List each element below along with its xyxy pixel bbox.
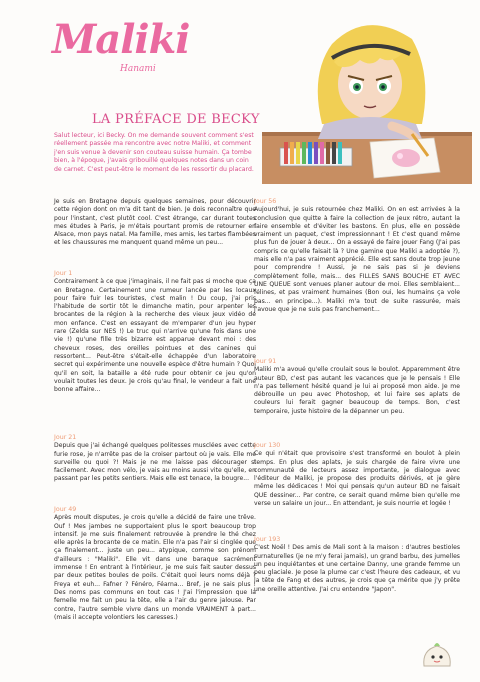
right-block-1 xyxy=(254,358,460,416)
right-block-2 xyxy=(254,442,460,508)
page-title: LA PRÉFACE DE BECKY xyxy=(92,112,260,127)
block-text: Après moult disputes, je crois qu'elle a décidé de faire une trêve. Ouf ! Mes jambes ne supportaient plus le sport beaucoup trop intensif. Je me suis finalement retrouvée à prendre le thé chez elle après la brocante de ce matin. Elle n'a pas l'air si cinglée que ça finalement... juste un peu... atypique, comme son prénom d'ailleurs : "Maliki". Elle vit dans une baraque sacrément immense ! En entrant à l'intérieur, je me suis fait sauter dessus par deux petites boules de poils. C'était quoi leurs noms déjà ? Freya et euh... Fafner ? Fénéro, Féarna... Bref, je ne sais plus ! Des noms pas communs en tout cas ! J'ai l'impression que la femelle me fait un peu la tête, elle a l'air du genre jalouse. Par contre, l'autre semble vivre dans un monde VRAIMENT à part... (mais il accepte volontiers les caresses.) xyxy=(54,514,256,621)
left-block-1 xyxy=(54,270,256,394)
block-text: C'est Noël ! Des amis de Mali sont à la maison : d'autres bestioles surnaturelles (je ne m'y ferai jamais), un grand barbu, des jumelles un peu inquiétantes et une certaine Danny, une grande femme un peu glaciale. Je pose la plume car c'est l'heure des cadeaux, et vu la tête de Fang et des autres, je crois que ça mérite que j'y prête une oreille attentive. J'ai cru entendre "Japon". xyxy=(254,544,460,593)
maliki-logo xyxy=(52,16,202,86)
mascot-icon xyxy=(420,640,454,670)
logo-subtitle: Hanami xyxy=(120,64,156,74)
block-text: Maliki m'a avoué qu'elle croulait sous le boulot. Apparemment être auteur BD, c'est pas autant les vacances que je le pensais ! Elle n'a pas tellement hésité quand je lui ai proposé mon aide. Je me débrouille un peu avec Photoshop, et lui faire ses aplats de couleurs lui ferait gagner beaucoup de temps. Bon, c'est temporaire, juste histoire de la dépanner un peu. xyxy=(254,366,460,415)
day-heading: Jour 1 xyxy=(54,270,73,277)
right-block-0 xyxy=(254,198,460,314)
becky-illustration xyxy=(262,14,472,184)
left-block-3 xyxy=(54,506,256,622)
day-heading: Jour 91 xyxy=(254,358,277,365)
block-text: Je suis en Bretagne depuis quelques semaines, pour découvrir cette région dont on m'a dit tant de bien. Je dois reconnaître que pour l'instant, c'est plutôt cool. C'est étrange, car durant toutes mes études à Paris, je m'étais pourtant promis de retourner en Alsace, mon pays natal. Ma famille, mes amis, les tartes flambées et les chaussures me manquent quand même un peu... xyxy=(54,198,256,247)
left-block-0 xyxy=(54,198,256,248)
day-heading: Jour 49 xyxy=(54,506,77,513)
day-heading: Jour 193 xyxy=(254,536,281,543)
left-block-2 xyxy=(54,434,256,484)
block-text: Contrairement à ce que j'imaginais, il ne fait pas si moche que ça en Bretagne. Certainement une rumeur lancée par les locaux pour faire fuir les touristes, c'est malin ! Du coup, j'ai pris l'habitude de sortir tôt le dimanche matin, pour arpenter les brocantes de la région à la recherche des vieux jeux vidéo de mon enfance. C'est en essayant de m'emparer d'un jeu hyper rare (Zelda sur NES !) Le truc qui n'arrive qu'une fois dans une vie !) qu'une fille très bizarre est apparue devant moi : des cheveux roses, des oreilles pointues et des canines qui ressortent... Peut-être s'était-elle échappée d'un laboratoire secret qui expérimente une nouvelle espèce d'être humain ? Quoi qu'il en soit, la bataille a été rude pour obtenir ce jeu qu'on voulait toutes les deux. Je crois qu'au final, le vendeur a fait une bonne affaire... xyxy=(54,278,256,394)
block-text: Ce qui n'était que provisoire s'est transformé en boulot à plein temps. En plus des aplats, je suis chargée de faire vivre une communauté de lecteurs assez importante, je dialogue avec l'éditeur de Maliki, je propose des produits dérivés, et je gère même les dédicaces ! Moi qui pensais qu'un auteur BD ne faisait QUE dessiner... Par contre, ce serait quand même bien qu'elle me verse un salaire un jour... En attendant, je suis nourrie et logée ! xyxy=(254,450,460,508)
logo-title: Maliki xyxy=(52,16,190,63)
block-text: Aujourd'hui, je suis retournée chez Maliki. On en est arrivées à la conclusion que quitte à faire la collection de jeux rétro, autant la faire ensemble et d'éviter les bastons. En plus, elle en possède vraiment un paquet, c'est impressionnant ! Et c'est quand même plus fun de jouer à deux... On a essayé de faire jouer Fang (J'ai pas compris ce qu'elle faisait là ? Une gamine que Maliki a adoptée ?), mais elle n'a pas vraiment apprécié. Elle est sans doute trop jeune pour comprendre ! Aussi, je ne sais pas si je deviens complètement folle, mais... des FILLES SANS BOUCHE ET AVEC UNE QUEUE sont venues planer autour de moi. Elles semblaient... félines, et pas vraiment humaines (Bon oui, les humains ça vole pas... en principe...). Maliki m'a tout de suite rassurée, mais j'avoue que je ne suis pas franchement... xyxy=(254,206,460,313)
day-heading: Jour 21 xyxy=(54,434,77,441)
day-heading: Jour 130 xyxy=(254,442,281,449)
intro-paragraph: Salut lecteur, ici Becky. On me demande souvent comment s'est réellement passée ma rencontre avec notre Maliki, et comment j'en suis venue à devenir son couteau suisse humain. Ça tombe bien, à l'époque, j'avais gribouillé quelques notes dans un coin de carnet. C'est peut-être le moment de les ressortir du placard. xyxy=(54,132,254,173)
day-heading: Jour 56 xyxy=(254,198,277,205)
right-block-3 xyxy=(254,536,460,594)
block-text: Depuis que j'ai échangé quelques politesses musclées avec cette furie rose, je n'arrête pas de la croiser partout où je vais. Elle me surveille ou quoi ?! Mais je ne me laisse pas décourager si facilement. Avec mon vélo, je vais au moins aussi vite qu'elle, en passant par les petits sentiers. Mais elle est tenace, la bougre... xyxy=(54,442,256,483)
